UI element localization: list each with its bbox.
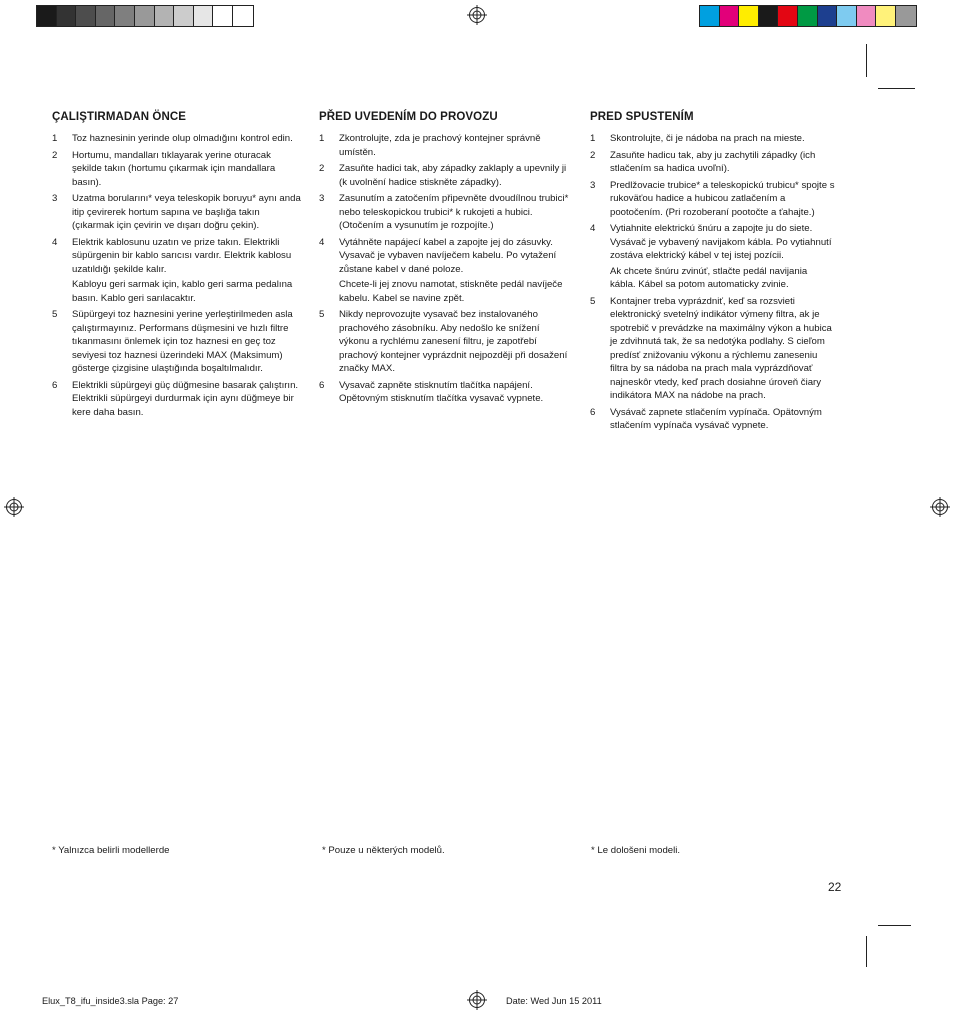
item-number: 5	[319, 309, 325, 320]
list-item	[590, 406, 835, 433]
footnote-turkish: * Yalnızca belirli modellerde	[52, 845, 170, 856]
color-swatch	[876, 6, 896, 26]
registration-mark-left-icon	[4, 497, 24, 517]
item-text	[339, 162, 569, 189]
list-item	[590, 149, 835, 176]
section-heading: PŘED UVEDENÍM DO PROVOZU	[319, 111, 498, 123]
item-paragraph: Kontajner treba vyprázdniť, keď sa rozsvieti elektronický svetelný indikátor výmeny filtra, ak je spotrebič v prevádzke na maximálny výkon a hubica je zdvihnutá tak, že sa nedotýka podlahy. S cieľom predísť znižovaniu výkonu a rýchlemu zaneseniu filtra by sa nádoba na prach mala vyprázdňovať najneskôr vtedy, keď prach dosiahne úroveň čiary indikátora MAX na nádobe na prach.	[610, 295, 832, 401]
color-swatch	[739, 6, 759, 26]
item-number: 5	[590, 295, 596, 307]
color-swatch	[818, 6, 838, 26]
item-number: 6	[52, 379, 58, 391]
item-number: 3	[52, 193, 58, 204]
item-paragraph: Chcete-li jej znovu namotat, stiskněte pedál navíječe kabelu. Kabel se navine zpět.	[339, 279, 563, 304]
color-swatch	[798, 6, 818, 26]
gray-swatch	[155, 6, 175, 26]
color-swatch	[720, 6, 740, 26]
column-czech	[319, 111, 569, 409]
item-paragraph: Vysávač zapnete stlačením vypínača. Opätovným stlačením vypínača vysávač vypnete.	[610, 406, 822, 431]
list-item	[319, 236, 569, 306]
list-item	[590, 222, 835, 292]
item-number: 3	[319, 193, 325, 204]
footnote-slovak: * Le dološeni modeli.	[591, 845, 681, 856]
section-heading: PRED SPUSTENÍM	[590, 111, 694, 123]
gray-swatch	[37, 6, 57, 26]
item-paragraph: Ak chcete šnúru zvinúť, stlačte pedál navijania kábla. Kábel sa potom automaticky zvinie.	[610, 265, 808, 290]
crop-mark-bottom-vertical	[866, 936, 867, 967]
item-text	[339, 236, 569, 306]
color-swatch	[700, 6, 720, 26]
item-paragraph: Vytiahnite elektrickú šnúru a zapojte ju do siete. Vysávač je vybavený navijakom kábla. Po vytiahnutí zostáva elektrický kábel v tej istej pozícii.	[610, 223, 832, 261]
list-item	[319, 132, 569, 159]
item-text	[339, 132, 569, 159]
item-paragraph: Vytáhněte napájecí kabel a zapojte jej do zásuvky. Vysavač je vybaven navíječem kabelu. Po vytažení zůstane kabel v dané poloze.	[339, 236, 557, 275]
grayscale-calibration-bar	[36, 5, 254, 27]
list-item	[319, 379, 569, 406]
instruction-list	[319, 132, 569, 406]
item-number: 3	[590, 179, 596, 191]
item-text	[610, 179, 835, 220]
item-number: 1	[590, 133, 596, 144]
item-text	[610, 222, 835, 292]
item-text	[339, 308, 569, 376]
gray-swatch	[96, 6, 116, 26]
section-heading: ÇALIŞTIRMADAN ÖNCE	[52, 111, 187, 123]
item-number: 1	[52, 133, 58, 144]
list-item	[590, 132, 835, 146]
gray-swatch	[213, 6, 233, 26]
list-item	[590, 295, 835, 403]
gray-swatch	[115, 6, 135, 26]
item-number: 6	[590, 406, 596, 418]
item-paragraph: Uzatma borularını* veya teleskopik boruyu* aynı anda itip çevirerek hortum sapına ve başlığa takın (çıkarmak için çevirin ve dışarı doğru çekin).	[72, 193, 301, 231]
item-text	[610, 295, 835, 403]
instruction-list	[590, 132, 835, 433]
color-calibration-bar	[699, 5, 917, 27]
item-text	[72, 192, 302, 233]
gray-swatch	[174, 6, 194, 26]
list-item	[52, 236, 302, 306]
instruction-list	[52, 132, 302, 419]
item-paragraph: Zasunutím a zatočením připevněte dvoudílnou trubici* nebo teleskopickou trubici* k rukojeti a hubici. (Otočením a vysunutím je rozpojíte.)	[339, 193, 569, 231]
item-number: 4	[319, 236, 325, 248]
item-text	[339, 192, 569, 233]
item-text	[610, 149, 835, 176]
item-number: 1	[319, 133, 325, 144]
gray-swatch	[135, 6, 155, 26]
list-item	[52, 308, 302, 376]
gray-swatch	[57, 6, 77, 26]
registration-mark-right-icon	[930, 497, 950, 517]
item-text	[339, 379, 569, 406]
item-text	[72, 132, 302, 146]
color-swatch	[896, 6, 916, 26]
color-swatch	[759, 6, 779, 26]
item-paragraph: Zkontrolujte, zda je prachový kontejner správně umístěn.	[339, 133, 541, 158]
page-number: 22	[828, 880, 842, 894]
color-swatch	[837, 6, 857, 26]
item-paragraph: Kabloyu geri sarmak için, kablo geri sarma pedalına basın. Kablo geri sarılacaktır.	[72, 279, 293, 304]
item-text	[610, 406, 835, 433]
item-number: 2	[319, 163, 325, 174]
footnote-czech: * Pouze u některých modelů.	[322, 845, 445, 856]
list-item	[52, 379, 302, 420]
item-paragraph: Nikdy neprovozujte vysavač bez instalovaného prachového zásobníku. Aby nedošlo ke snížení výkonu a rychlému zanesení filtru, je zapotřebí prachový kontejner vyprázdnit nejpozději při dosažení značky MAX.	[339, 309, 568, 374]
item-paragraph: Süpürgeyi toz haznesini yerine yerleştirilmeden asla çalıştırmayınız. Performans düşmesini ve hızlı filtre tıkanmasını önlemek için toz haznesi en geç toz seviyesi toz haznesi üzerindeki MAX (Maksimum) gösterge çizgisine ulaştığında boşaltılmalıdır.	[72, 309, 293, 374]
item-paragraph: Predlžovacie trubice* a teleskopickú trubicu* spojte s rukoväťou hadice a hubicou zatlačením a pootočením. (Pri rozoberaní pootočte a ťahajte.)	[610, 179, 835, 218]
item-paragraph: Hortumu, mandalları tıklayarak yerine oturacak şekilde takın (hortumu çıkarmak için mandallara basın).	[72, 149, 276, 188]
list-item	[52, 132, 302, 146]
crop-mark-top-vertical	[866, 44, 867, 77]
slug-date: Date: Wed Jun 15 2011	[506, 996, 602, 1006]
registration-mark-top-icon	[467, 5, 487, 25]
crop-mark-top-horizontal	[878, 88, 915, 89]
item-paragraph: Skontrolujte, či je nádoba na prach na mieste.	[610, 133, 805, 144]
item-paragraph: Zasuňte hadicu tak, aby ju zachytili západky (ich stlačením sa hadica uvoľní).	[610, 149, 816, 174]
item-text	[72, 149, 302, 190]
item-text	[610, 132, 835, 146]
item-number: 6	[319, 379, 325, 391]
slug-filename: Elux_T8_ifu_inside3.sla Page: 27	[42, 996, 179, 1006]
list-item	[319, 162, 569, 189]
gray-swatch	[233, 6, 253, 26]
list-item	[319, 192, 569, 233]
item-paragraph: Zasuňte hadici tak, aby západky zaklaply a upevnily ji (k uvolnění hadice stiskněte západky).	[339, 163, 567, 188]
column-slovak	[590, 111, 835, 436]
gray-swatch	[194, 6, 214, 26]
list-item	[52, 149, 302, 190]
item-number: 5	[52, 309, 58, 320]
column-turkish	[52, 111, 302, 422]
item-text	[72, 308, 302, 376]
item-paragraph: Toz haznesinin yerinde olup olmadığını kontrol edin.	[72, 133, 293, 144]
item-text	[72, 236, 302, 306]
item-paragraph: Elektrikli süpürgeyi güç düğmesine basarak çalıştırın. Elektrikli süpürgeyi durdurmak için aynı düğmeye bir kere daha basın.	[72, 379, 299, 418]
list-item	[52, 192, 302, 233]
item-paragraph: Vysavač zapněte stisknutím tlačítka napájení. Opětovným stisknutím tlačítka vysavač vypnete.	[339, 379, 544, 404]
registration-mark-bottom-icon	[467, 990, 487, 1010]
item-number: 4	[590, 223, 596, 234]
item-text	[72, 379, 302, 420]
list-item	[319, 308, 569, 376]
color-swatch	[778, 6, 798, 26]
color-swatch	[857, 6, 877, 26]
item-paragraph: Elektrik kablosunu uzatın ve prize takın. Elektrikli süpürgenin bir kablo sarıcısı vardır. Elektrik kablosu uzatıldığı şekilde kalır.	[72, 236, 292, 275]
crop-mark-bottom-horizontal	[878, 925, 911, 926]
item-number: 2	[590, 149, 596, 161]
gray-swatch	[76, 6, 96, 26]
list-item	[590, 179, 835, 220]
item-number: 2	[52, 149, 58, 161]
item-number: 4	[52, 236, 58, 248]
